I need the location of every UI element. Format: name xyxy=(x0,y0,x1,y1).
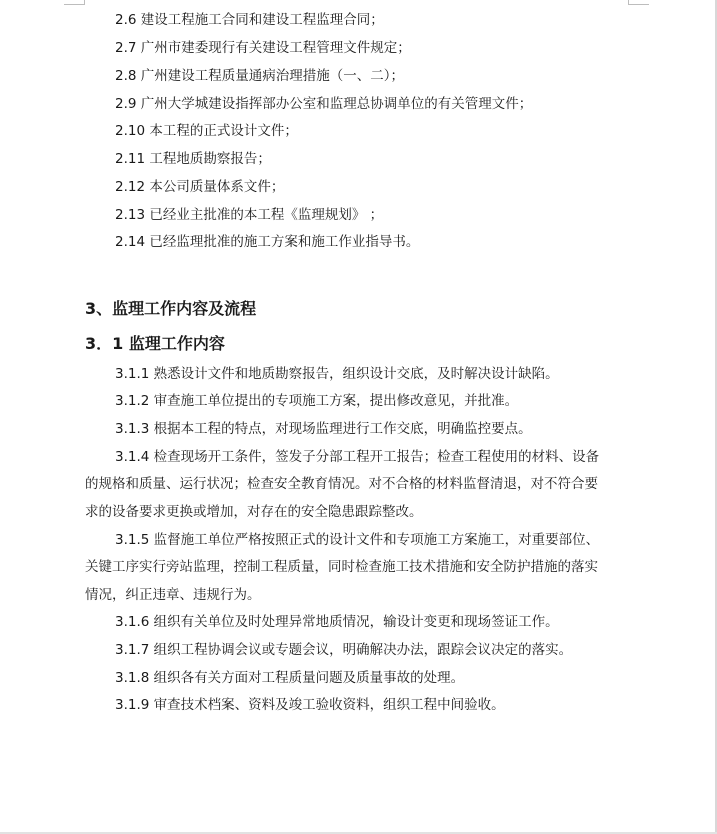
subsection-heading: 3．1 监理工作内容 xyxy=(85,334,225,353)
reference-item: 2.13 已经业主批准的本工程《监理规划》 ； xyxy=(115,207,384,223)
reference-item: 2.9 广州大学城建设指挥部办公室和监理总协调单位的有关管理文件； xyxy=(115,96,533,112)
work-item-3-1-8: 3.1.8 组织各有关方面对工程质量问题及质量事故的处理。 xyxy=(115,670,465,686)
reference-item: 2.7 广州市建委现行有关建设工程管理文件规定； xyxy=(115,40,411,56)
reference-item: 2.6 建设工程施工合同和建设工程监理合同； xyxy=(115,12,384,28)
work-item-3-1-7: 3.1.7 组织工程协调会议或专题会议，明确解决办法，跟踪会议决定的落实。 xyxy=(115,642,573,658)
margin-corner-mark-right xyxy=(628,0,649,5)
margin-corner-mark-left xyxy=(64,0,85,5)
work-item-3-1-2: 3.1.2 审查施工单位提出的专项施工方案，提出修改意见，并批准。 xyxy=(115,393,519,409)
section-heading: 3、监理工作内容及流程 xyxy=(85,299,257,318)
work-item-3-1-5: 3.1.5 监督施工单位严格按照正式的设计文件和专项施工方案施工，对重要部位、 xyxy=(115,532,600,548)
work-item-3-1-5-continuation: 情况，纠正违章、违规行为。 xyxy=(85,587,261,603)
work-item-3-1-4: 3.1.4 检查现场开工条件，签发子分部工程开工报告；检查工程使用的材料、设备 xyxy=(115,449,600,465)
reference-item: 2.12 本公司质量体系文件； xyxy=(115,179,285,195)
work-item-3-1-1: 3.1.1 熟悉设计文件和地质勘察报告，组织设计交底，及时解决设计缺陷。 xyxy=(115,366,559,382)
reference-item: 2.14 已经监理批准的施工方案和施工作业指导书。 xyxy=(115,234,420,250)
reference-item: 2.8 广州建设工程质量通病治理措施（一、二）； xyxy=(115,68,405,84)
work-item-3-1-5-continuation: 关键工序实行旁站监理，控制工程质量，同时检查施工技术措施和安全防护措施的落实 xyxy=(85,559,598,575)
work-item-3-1-6: 3.1.6 组织有关单位及时处理异常地质情况，输设计变更和现场签证工作。 xyxy=(115,614,559,630)
work-item-3-1-4-continuation: 的规格和质量、运行状况；检查安全教育情况。对不合格的材料监督清退，对不符合要 xyxy=(85,476,598,492)
work-item-3-1-3: 3.1.3 根据本工程的特点，对现场监理进行工作交底，明确监控要点。 xyxy=(115,421,532,437)
work-item-3-1-4-continuation: 求的设备要求更换或增加，对存在的安全隐患跟踪整改。 xyxy=(85,504,423,520)
reference-item: 2.11 工程地质勘察报告； xyxy=(115,151,271,167)
work-item-3-1-9: 3.1.9 审查技术档案、资料及竣工验收资料，组织工程中间验收。 xyxy=(115,697,505,713)
reference-item: 2.10 本工程的正式设计文件； xyxy=(115,123,298,139)
